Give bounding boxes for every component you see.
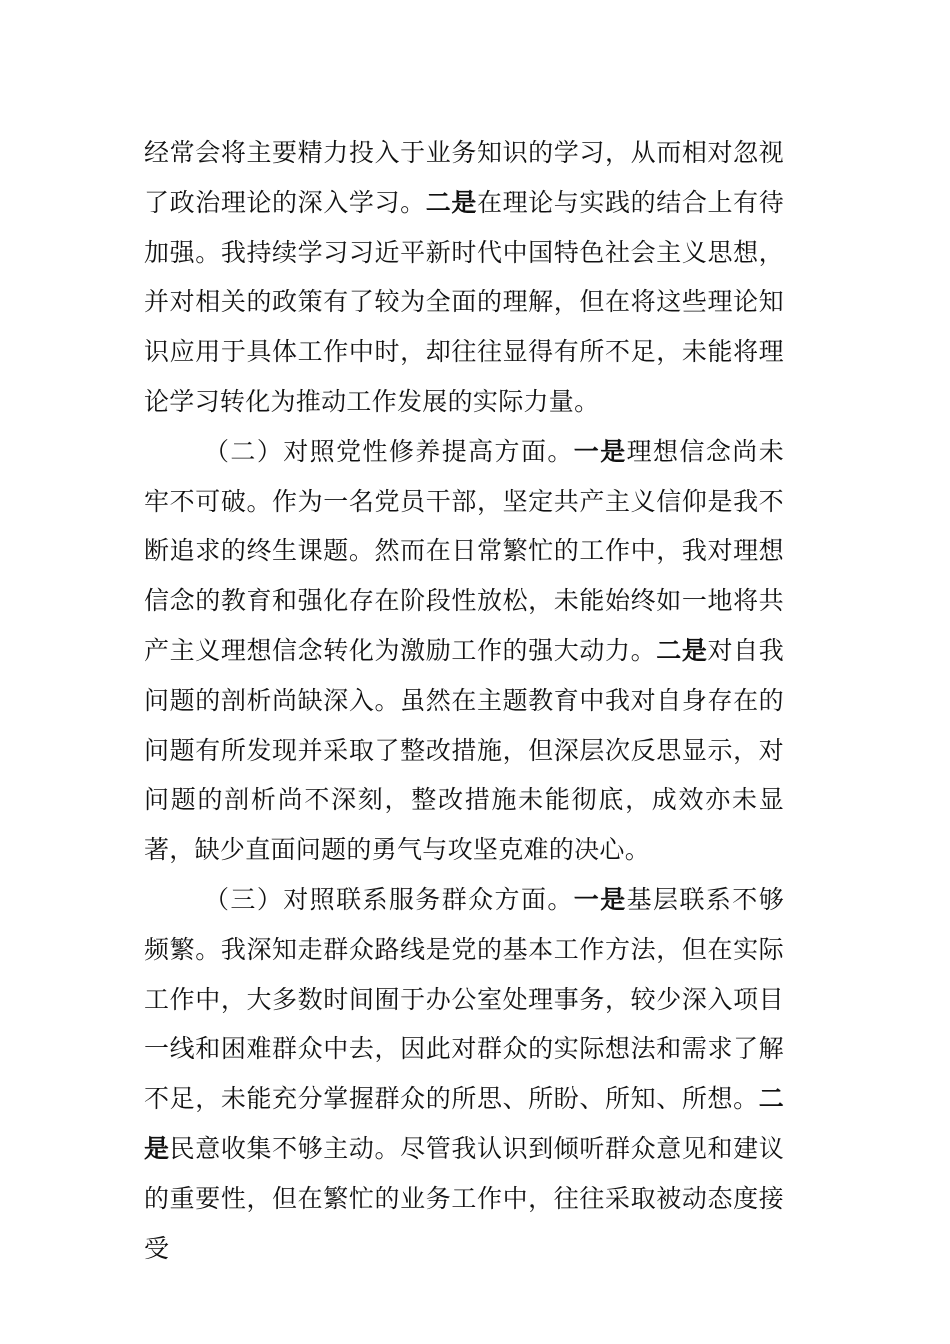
paragraph-1-run-1: 经常会将主要精力投入于业务知识的学习，从而相对忽视了政治理论的深入学习。 xyxy=(144,138,784,217)
paragraph-3-run-1: （三）对照联系服务群众方面。 xyxy=(204,884,574,914)
paragraph-1-run-2: 二是 xyxy=(425,187,477,217)
paragraph-2-run-2: 一是 xyxy=(573,436,627,466)
paragraph-3-run-2: 一是 xyxy=(573,884,627,914)
document-body xyxy=(144,128,784,1273)
paragraph-3-run-3: 基层联系不够频繁。我深知走群众路线是党的基本工作方法，但在实际工作中，大多数时间囿于办公室处理事务，较少深入项目一线和困难群众中去，因此对群众的实际想法和需求了解不足，未能充分掌握群众的所思、所盼、所知、所想。 xyxy=(144,884,784,1114)
paragraph-3 xyxy=(144,875,784,1273)
paragraph-3-run-4: 二是 xyxy=(144,1084,784,1163)
paragraph-1 xyxy=(144,128,784,427)
paragraph-1-run-3: 在理论与实践的结合上有待加强。我持续学习习近平新时代中国特色社会主义思想，并对相关的政策有了较为全面的理解，但在将这些理论知识应用于具体工作中时，却往往显得有所不足，未能将理论学习转化为推动工作发展的实际力量。 xyxy=(144,187,784,416)
paragraph-3-run-5: 民意收集不够主动。尽管我认识到倾听群众意见和建议的重要性，但在繁忙的业务工作中，往往采取被动态度接受 xyxy=(144,1133,784,1263)
paragraph-2-run-4: 二是 xyxy=(656,635,708,665)
paragraph-2 xyxy=(144,427,784,875)
paragraph-2-run-5: 对自我问题的剖析尚缺深入。虽然在主题教育中我对自身存在的问题有所发现并采取了整改措施，但深层次反思显示，对问题的剖析尚不深刻，整改措施未能彻底，成效亦未显著，缺少直面问题的勇气与攻坚克难的决心。 xyxy=(144,635,784,865)
paragraph-2-run-1: （二）对照党性修养提高方面。 xyxy=(204,436,574,466)
paragraph-2-run-3: 理想信念尚未牢不可破。作为一名党员干部，坚定共产主义信仰是我不断追求的终生课题。然而在日常繁忙的工作中，我对理想信念的教育和强化存在阶段性放松，未能始终如一地将共产主义理想信念转化为激励工作的强大动力。 xyxy=(144,436,784,665)
